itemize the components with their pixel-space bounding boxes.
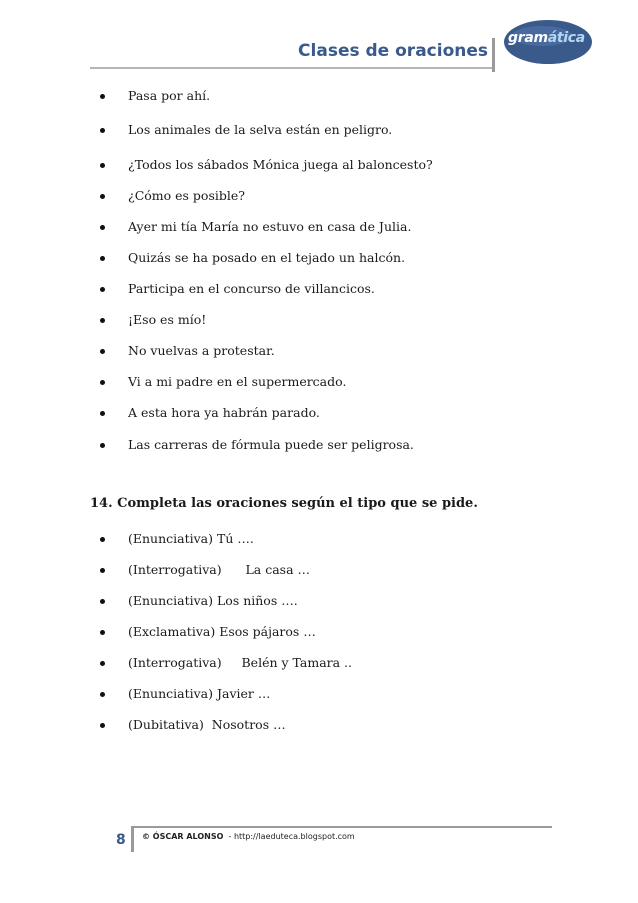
bullet-icon xyxy=(100,692,105,697)
bullet-icon xyxy=(100,194,105,199)
page-number: 8 xyxy=(116,832,126,848)
logo-wordmark xyxy=(508,30,585,46)
footer-author: © ÓSCAR ALONSO xyxy=(142,832,224,841)
bullet-icon xyxy=(100,568,105,573)
footer-vertical-bar xyxy=(131,826,134,852)
bullet-icon xyxy=(100,630,105,635)
bullet-icon xyxy=(100,256,105,261)
footer-url: - http://laeduteca.blogspot.com xyxy=(223,832,355,841)
bullet-icon xyxy=(100,661,105,666)
bullet-icon xyxy=(100,537,105,542)
bullet-icon xyxy=(100,349,105,354)
bullet-icon xyxy=(100,380,105,385)
bullet-icon xyxy=(100,599,105,604)
bullet-icon xyxy=(100,128,105,133)
bullet-icon xyxy=(100,443,105,448)
logo-accent-text: ática xyxy=(547,30,585,46)
header-divider xyxy=(90,67,492,69)
bullet-icon xyxy=(100,225,105,230)
page-header-title: Clases de oraciones xyxy=(298,41,488,61)
footer-copyright xyxy=(142,832,355,841)
footer-divider xyxy=(134,826,552,828)
bullet-icon xyxy=(100,318,105,323)
logo-main-text: gram xyxy=(508,30,548,46)
header-vertical-bar xyxy=(492,38,495,72)
bullet-icon xyxy=(100,94,105,99)
bullet-icon xyxy=(100,411,105,416)
bullet-icon xyxy=(100,163,105,168)
bullet-icon xyxy=(100,287,105,292)
exercise-title: 14. Completa las oraciones según el tipo que se pide. xyxy=(90,496,478,511)
bullet-icon xyxy=(100,723,105,728)
